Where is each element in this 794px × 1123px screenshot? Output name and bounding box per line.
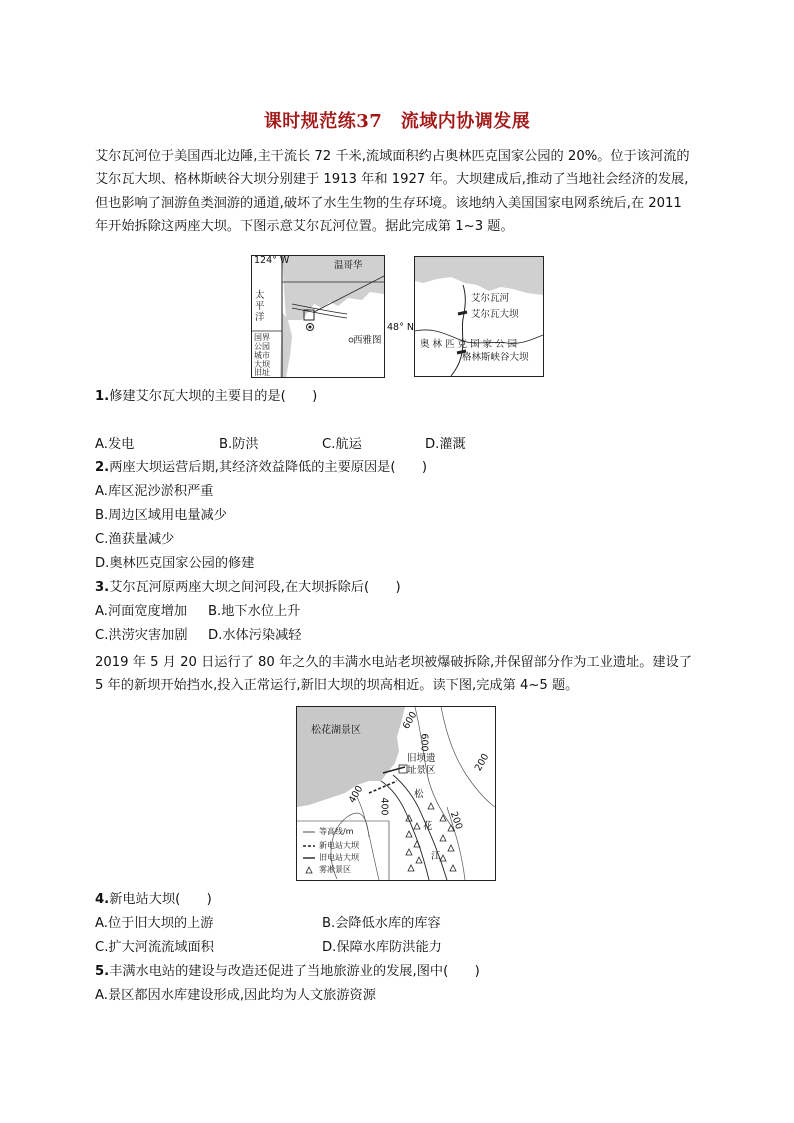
q3-option-b[interactable]: B.地下水位上升 — [208, 604, 301, 619]
page-title: 课时规范练37 流域内协调发展 — [263, 111, 531, 132]
question-stem: 新电站大坝( ) — [109, 892, 212, 907]
q2-option-a[interactable]: A.库区泥沙淤积严重 — [95, 484, 214, 499]
question-number: 5. — [95, 964, 110, 979]
q1-option-d[interactable]: D.灌溉 — [425, 437, 466, 452]
contour-200-label-b: 200 — [447, 810, 465, 831]
legend-dam: 大坝 — [254, 360, 270, 369]
contour-600-label-b: 600 — [418, 733, 430, 752]
question-number: 1. — [95, 389, 110, 404]
contour-600-label-a: 600 — [400, 709, 420, 732]
legend-new-dam: 新电站大坝 — [319, 841, 359, 850]
legend-city: 城市 — [254, 351, 270, 360]
q1-option-a[interactable]: A.发电 — [95, 437, 135, 452]
question-number: 3. — [95, 580, 110, 595]
q5-option-a[interactable]: A.景区都因水库建设形成,因此均为人文旅游资源 — [95, 988, 376, 1003]
elwha-regional-map — [251, 255, 385, 378]
pacific-char-2: 平 — [255, 301, 265, 312]
pacific-char-1: 太 — [255, 290, 265, 301]
q4-option-c[interactable]: C.扩大河流流域面积 — [95, 940, 214, 955]
contour-400-label-a: 400 — [346, 783, 366, 806]
contour-200-label-a: 200 — [472, 751, 492, 774]
old-dam-site-label-2: 址景区 — [407, 765, 436, 776]
intro-paragraph-1: 艾尔瓦河位于美国西北边陲,主干流长 72 千米,流域面积约占奥林匹克国家公园的 20%。位于该河流的艾尔瓦大坝、格林斯峡谷大坝分别建于 1913 年和 1927 年。大坝建成后,推动了当地社会经济的发展,但也影响了洄游鱼类洄游的通道,破坏了水生生物的生存环境。该地纳入美国国家电网系统后,在 2011 年开始拆除这两座大坝。下图示意艾尔瓦河位置。据此完成第 1~3 题。 — [95, 149, 690, 234]
vancouver-label: 温哥华 — [334, 260, 363, 271]
latitude-label: 48° N — [387, 322, 414, 333]
question-4 — [95, 891, 212, 909]
question-2 — [95, 459, 427, 477]
fengman-map — [296, 706, 496, 881]
question-3 — [95, 579, 401, 597]
elwha-dam-label: 艾尔瓦大坝 — [471, 309, 519, 320]
q3-option-c[interactable]: C.洪涝灾害加剧 — [95, 628, 188, 643]
river-char-3: 江 — [431, 851, 441, 862]
legend-old-dam: 旧电站大坝 — [319, 853, 359, 862]
question-stem: 修建艾尔瓦大坝的主要目的是( ) — [109, 389, 318, 404]
q4-option-b[interactable]: B.会降低水库的库容 — [322, 916, 441, 931]
intro-paragraph-2: 2019 年 5 月 20 日运行了 80 年之久的丰满水电站老坝被爆破拆除,并保留部分作为工业遗址。建设了 5 年的新坝开始挡水,投入正常运行,新旧大坝的坝高相近。读下图,完成第 4~5 题。 — [95, 655, 692, 694]
contour-400-label-b: 400 — [378, 797, 390, 816]
legend-contour: 等高线/m — [319, 827, 354, 836]
elwha-river-label: 艾尔瓦河 — [471, 293, 510, 304]
elwha-inset-map — [414, 256, 544, 377]
question-5 — [95, 963, 480, 981]
q2-option-c[interactable]: C.渔获量减少 — [95, 532, 175, 547]
q1-option-c[interactable]: C.航运 — [322, 437, 362, 452]
river-char-2: 花 — [423, 821, 433, 832]
legend-border: 国界 — [254, 333, 270, 342]
legend-park: 公园 — [254, 342, 270, 351]
old-dam-site-label-1: 旧坝遗 — [407, 753, 436, 764]
legend-site: 旧址 — [254, 368, 270, 377]
river-char-1: 松 — [414, 789, 424, 800]
question-stem: 两座大坝运营后期,其经济效益降低的主要原因是( ) — [109, 460, 427, 475]
pacific-char-3: 洋 — [255, 312, 265, 323]
question-number: 4. — [95, 892, 110, 907]
songhua-lake-label: 松花湖景区 — [311, 725, 361, 736]
legend-rime-area: 雾凇景区 — [319, 865, 351, 874]
q3-option-d[interactable]: D.水体污染减轻 — [208, 628, 302, 643]
q1-option-b[interactable]: B.防洪 — [219, 437, 259, 452]
q2-option-d[interactable]: D.奥林匹克国家公园的修建 — [95, 556, 255, 571]
q4-option-d[interactable]: D.保障水库防洪能力 — [322, 940, 442, 955]
q2-option-b[interactable]: B.周边区域用电量减少 — [95, 508, 227, 523]
seattle-label: 西雅图 — [353, 335, 382, 346]
question-1 — [95, 388, 317, 406]
glines-canyon-dam-label: 格林斯峡谷大坝 — [462, 352, 529, 363]
question-stem: 丰满水电站的建设与改造还促进了当地旅游业的发展,图中( ) — [109, 964, 480, 979]
question-stem: 艾尔瓦河原两座大坝之间河段,在大坝拆除后( ) — [109, 580, 401, 595]
q4-option-a[interactable]: A.位于旧大坝的上游 — [95, 916, 214, 931]
longitude-label: 124° W — [254, 255, 290, 266]
question-number: 2. — [95, 460, 110, 475]
q3-option-a[interactable]: A.河面宽度增加 — [95, 604, 188, 619]
olympic-park-label: 奥 林 匹 克 国 家 公 园 — [420, 339, 518, 350]
